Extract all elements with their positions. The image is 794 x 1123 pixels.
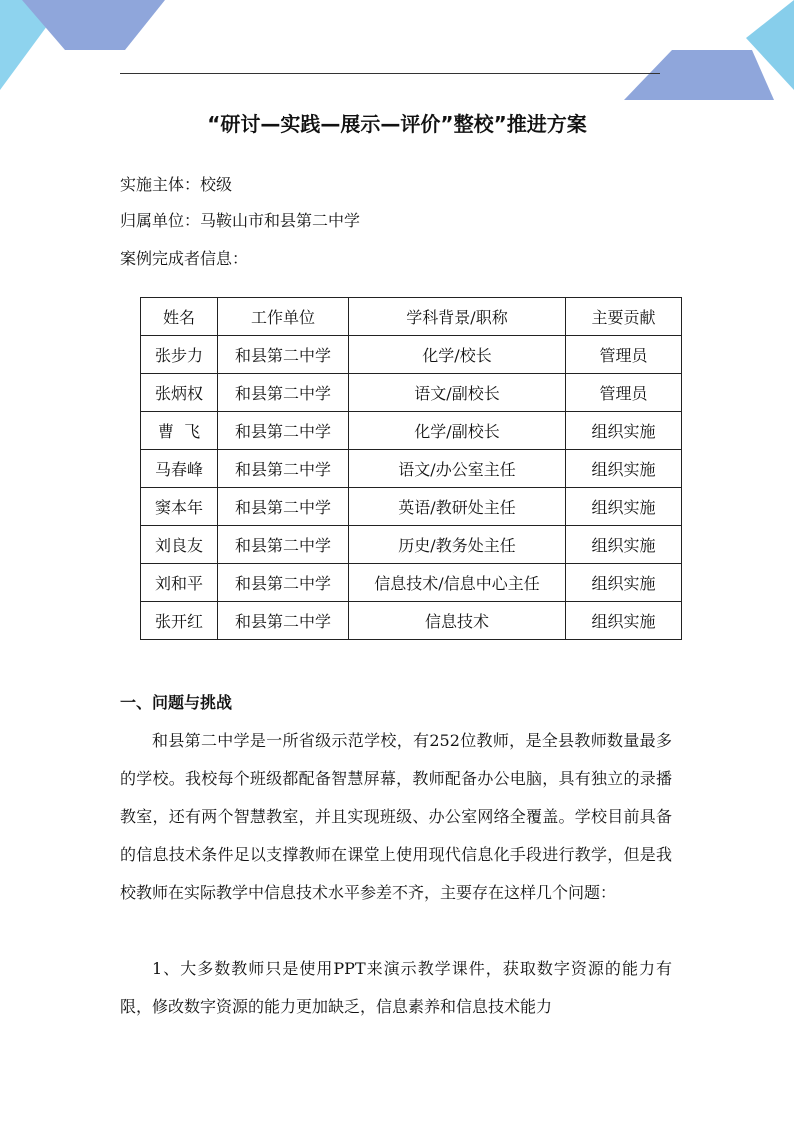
cell-name: 张炳权 bbox=[141, 374, 218, 412]
header-name: 姓名 bbox=[141, 298, 218, 336]
cell-contribution: 组织实施 bbox=[566, 450, 682, 488]
cell-subject: 英语/教研处主任 bbox=[349, 488, 566, 526]
table-row bbox=[141, 412, 682, 450]
decor-top-right bbox=[594, 0, 794, 110]
table-row bbox=[141, 488, 682, 526]
cell-name: 曹 飞 bbox=[141, 412, 218, 450]
cell-name: 张开红 bbox=[141, 602, 218, 640]
header-contribution: 主要贡献 bbox=[566, 298, 682, 336]
table-row bbox=[141, 336, 682, 374]
cell-name: 马春峰 bbox=[141, 450, 218, 488]
cell-contribution: 组织实施 bbox=[566, 526, 682, 564]
table-row bbox=[141, 450, 682, 488]
cell-name: 窦本年 bbox=[141, 488, 218, 526]
cell-name: 刘和平 bbox=[141, 564, 218, 602]
cell-contribution: 组织实施 bbox=[566, 564, 682, 602]
member-table bbox=[140, 297, 682, 640]
cell-name: 张步力 bbox=[141, 336, 218, 374]
meta-unit: 归属单位：马鞍山市和县第二中学 bbox=[120, 211, 361, 230]
decor-top-left bbox=[0, 0, 180, 110]
table-row bbox=[141, 526, 682, 564]
table-row bbox=[141, 374, 682, 412]
cell-subject: 语文/办公室主任 bbox=[349, 450, 566, 488]
meta-authors: 案例完成者信息： bbox=[120, 249, 249, 268]
table-row bbox=[141, 564, 682, 602]
paragraph-item-1: 1、大多数教师只是使用PPT来演示教学课件，获取数字资源的能力有限，修改数字资源的能力更加缺乏，信息素养和信息技术能力 bbox=[120, 959, 672, 1016]
cell-contribution: 组织实施 bbox=[566, 488, 682, 526]
table-row bbox=[141, 602, 682, 640]
paragraph-intro: 和县第二中学是一所省级示范学校，有252位教师，是全县教师数量最多的学校。我校每个班级都配备智慧屏幕，教师配备办公电脑，具有独立的录播教室，还有两个智慧教室，并且实现班级、办公室网络全覆盖。学校目前具备的信息技术条件足以支撑教师在课堂上使用现代信息化手段进行教学，但是我校教师在实际教学中信息技术水平参差不齐，主要存在这样几个问题： bbox=[120, 731, 672, 902]
cell-subject: 信息技术 bbox=[349, 602, 566, 640]
header-subject: 学科背景/职称 bbox=[349, 298, 566, 336]
table-header-row bbox=[141, 298, 682, 336]
cell-subject: 历史/教务处主任 bbox=[349, 526, 566, 564]
cell-unit: 和县第二中学 bbox=[218, 336, 349, 374]
cell-name: 刘良友 bbox=[141, 526, 218, 564]
section-heading-problems: 一、问题与挑战 bbox=[120, 693, 233, 712]
cell-contribution: 组织实施 bbox=[566, 602, 682, 640]
page-title: “研讨—实践—展示—评价”整校”推进方案 bbox=[207, 112, 587, 136]
meta-subject: 实施主体：校级 bbox=[120, 175, 233, 194]
cell-unit: 和县第二中学 bbox=[218, 450, 349, 488]
cell-contribution: 管理员 bbox=[566, 336, 682, 374]
header-unit: 工作单位 bbox=[218, 298, 349, 336]
cell-contribution: 组织实施 bbox=[566, 412, 682, 450]
cell-subject: 化学/副校长 bbox=[349, 412, 566, 450]
header-rule bbox=[120, 73, 660, 74]
cell-contribution: 管理员 bbox=[566, 374, 682, 412]
cell-subject: 化学/校长 bbox=[349, 336, 566, 374]
cell-unit: 和县第二中学 bbox=[218, 526, 349, 564]
cell-unit: 和县第二中学 bbox=[218, 412, 349, 450]
cell-unit: 和县第二中学 bbox=[218, 602, 349, 640]
cell-unit: 和县第二中学 bbox=[218, 564, 349, 602]
cell-unit: 和县第二中学 bbox=[218, 488, 349, 526]
cell-subject: 信息技术/信息中心主任 bbox=[349, 564, 566, 602]
cell-subject: 语文/副校长 bbox=[349, 374, 566, 412]
cell-unit: 和县第二中学 bbox=[218, 374, 349, 412]
